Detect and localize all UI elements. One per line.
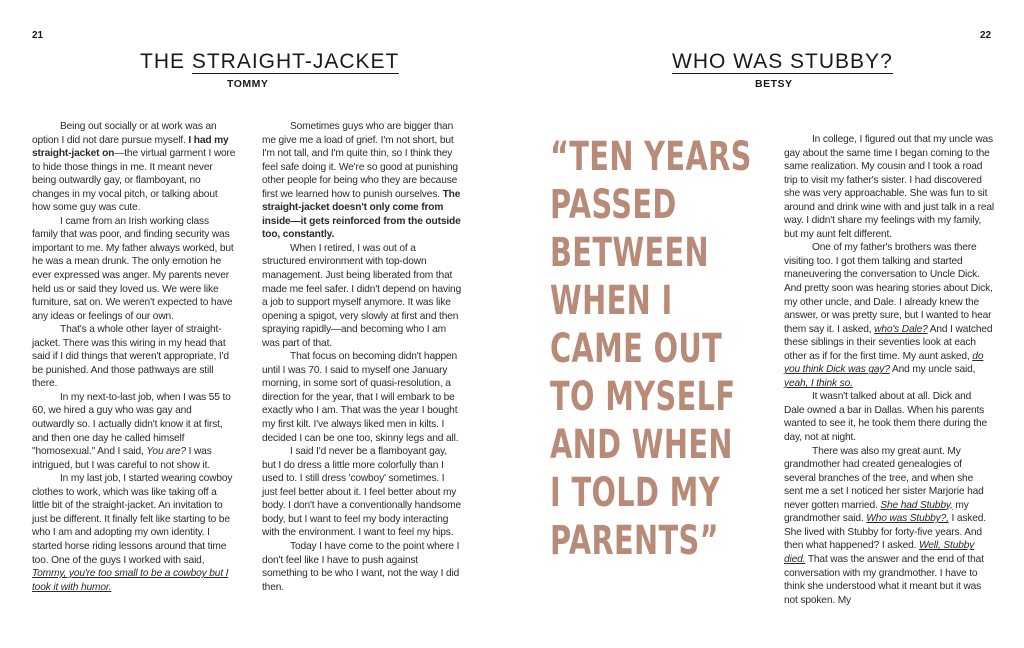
pull-quote-line: WHEN I — [550, 278, 673, 324]
pull-quote — [550, 133, 752, 565]
paragraph — [32, 120, 236, 215]
italic-underlined-text: Well, Stubby died. — [784, 540, 975, 565]
text: And my uncle said, — [889, 364, 976, 376]
paragraph: I said I'd never be a flamboyant gay, but I do dress a little more colorfully than I used to. I still dress 'cowboy' sometimes. I just feel better about it. I feel better about my body. I don't have a conventionally handsome body, but I want to feel my body interacting with the environment. I want to feel my hips. — [262, 446, 462, 539]
italic-underlined-text: yeah, I think so. — [784, 377, 853, 389]
left-title-underlined: STRAIGHT-JACKET — [191, 50, 400, 73]
italic-underlined-text: who's Dale? — [874, 323, 928, 335]
paragraph — [32, 472, 236, 594]
paragraph: That's a whole other layer of straight-jacket. There was this wiring in my head that said if I did things that weren't appropriate, I'd be punished. And those pathways are still there. — [32, 324, 229, 390]
paragraph — [32, 391, 236, 472]
left-column-2 — [262, 120, 462, 594]
left-title — [140, 50, 399, 74]
italic-underlined-text: Tommy, you're too small to be a cowboy but I took it with humor. — [32, 568, 229, 593]
left-column-1 — [32, 120, 236, 594]
italic-underlined-text: She had Stubby, — [880, 499, 953, 511]
paragraph: Today I have come to the point where I don't feel like I have to push against something to be who I want, not the way I did then. — [262, 540, 460, 593]
pull-quote-line: BETWEEN — [550, 230, 710, 276]
text: In my last job, I started wearing cowboy clothes to work, which was like taking off a little bit of the straight-jacket. An invitation to just be different. It finally felt like starting to be who I am and adopting my own identity. I started horse riding lessons around that time too. One of the guys I worked with said, — [32, 473, 233, 566]
pull-quote-line: PASSED — [550, 182, 677, 228]
pull-quote-line: I TOLD MY — [550, 470, 720, 516]
bold-text: The straight-jacket doesn't only come from inside—it gets reinforced from the outside too, constantly. — [262, 188, 461, 241]
right-author: BETSY — [755, 78, 793, 90]
pull-quote-line: TO MYSELF — [550, 374, 736, 420]
paragraph — [784, 241, 994, 390]
text: There was also my great aunt. My grandmother had created genealogies of several branches of the tree, and when she sent me a set I noticed her sister Marjorie had never gotten married. — [784, 445, 984, 511]
text: I asked. She lived with Stubby for forty-five years. And then what happened? I asked. — [784, 513, 986, 552]
right-title-underlined: WHO WAS STUBBY? — [672, 50, 893, 73]
paragraph: That focus on becoming didn't happen until I was 70. I said to myself one January morning, in some sort of quasi-resolution, a direction for the year, that I will embark to be exactly who I am. That was the year I bought my first kilt. I've always liked men in kilts. I decided I can be one too, skinny legs and all. — [262, 351, 459, 444]
paragraph: It wasn't talked about at all. Dick and Dale owned a bar in Dallas. When his parents wanted to see it, he took them there during the day, not at night. — [784, 391, 988, 444]
text: —the virtual garment I wore to hide those things in me. It meant never being outwardly gay, or flamboyant, no changes in my vocal pitch, or talking about how some guy was cute. — [32, 148, 236, 214]
text: I was intrigued, but I was careful to not show it. — [32, 446, 212, 471]
page-number-left: 21 — [32, 30, 44, 41]
pull-quote-line: PARENTS” — [550, 518, 719, 564]
text: In my next-to-last job, when I was 55 to 60, we hired a guy who was gay and outwardly so. I actually didn't know it at first, and then one day he called himself "homosexual." And I said, — [32, 391, 231, 458]
bold-text: I had my straight-jacket on — [32, 134, 229, 160]
text: Being out socially or at work was an option I did not dare pursue myself. — [32, 121, 217, 146]
paragraph: In college, I figured out that my uncle was gay about the same time I began coming to the same realization. My cousin and I took a road trip to visit my father's sister. I had discovered she was very approachable. She was fun to sit around and drink wine with and just talk in a real way. I didn't share my feelings with my family, but my aunt felt different. — [784, 134, 994, 240]
italic-text: You are? — [146, 446, 186, 458]
left-author: TOMMY — [227, 78, 269, 90]
page-number-right: 22 — [980, 30, 992, 41]
italic-underlined-text: do you think Dick was gay? — [784, 350, 984, 376]
text: Sometimes guys who are bigger than me give me a load of grief. I'm not short, but I'm not tall, and I'm quite thin, so I think they feel safe doing it. We're so good at punishing other people for being who they are because first we learned how to punish ourselves. — [262, 121, 458, 200]
text: my grandmother said. — [784, 499, 969, 525]
paragraph: I came from an Irish working class family that was poor, and finding security was important to me. My father always worked, but he was a mean drunk. The only emotion he ever expressed was anger. My parents never held us or said they loved us. We were like furniture, sat on. We weren't expected to have any ideas or feelings of our own. — [32, 215, 234, 322]
italic-underlined-text: Who was Stubby?, — [866, 513, 949, 525]
text: One of my father's brothers was there visiting too. I got them talking and started maneuvering the conversation to Uncle Dick. And pretty soon was hearing stories about Dick, my other uncle, and Dale. I already knew the answer, or was pretty sure, but I wanted to hear them say it. I asked, — [784, 242, 993, 335]
text: And I watched these siblings in their seventies look at each other as if for the first time. My aunt asked, — [784, 323, 993, 362]
paragraph — [784, 445, 994, 608]
paragraph: When I retired, I was out of a structured environment with top-down management. Just being liberated from that made me feel safer. I didn't depend on having a job to support myself anymore. It was like opening a spigot, very slowly at first and then spraying rapidly—and becoming who I am was part of that. — [262, 242, 462, 349]
right-column — [784, 133, 994, 607]
left-title-prefix: THE — [140, 50, 192, 73]
pull-quote-line: CAME OUT — [550, 326, 723, 372]
right-title — [672, 50, 893, 74]
pull-quote-line: “TEN YEARS — [550, 134, 752, 180]
text: That was the answer and the end of that conversation with my grandmother. I have to think she understood what it meant but it was not spoken. My — [784, 553, 984, 606]
pull-quote-line: AND WHEN — [550, 422, 733, 468]
paragraph — [262, 120, 462, 242]
